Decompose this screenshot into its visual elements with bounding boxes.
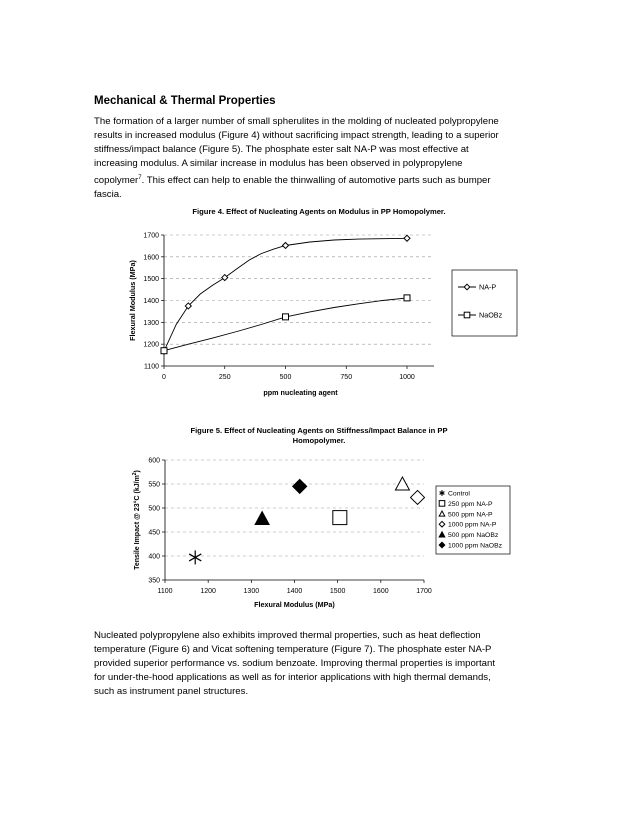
x-tick-label: 1200: [200, 588, 216, 595]
y-tick-label: 600: [148, 457, 160, 465]
data-point-250-ppm-na-p: [333, 511, 347, 525]
y-axis-label: [132, 470, 141, 570]
y-tick-label: 400: [148, 553, 160, 561]
paragraph-line: for under-the-hood applications as well as for interior applications with high thermal demands,: [94, 672, 491, 683]
data-point-control: [189, 550, 201, 564]
paragraph-line: The formation of a larger number of small spherulites in the molding of nucleated polypropylene: [94, 116, 499, 127]
x-tick-label: 500: [279, 374, 292, 381]
y-tick-label: 350: [148, 577, 160, 585]
x-tick-label: 1400: [286, 588, 303, 595]
figure5-title-line: Figure 5. Effect of Nucleating Agents on Stiffness/Impact Balance in PP: [190, 426, 448, 435]
y-tick-label: 1200: [143, 341, 159, 349]
x-tick-label: 1600: [373, 588, 389, 595]
legend-label: 1000 ppm NA-P: [448, 521, 497, 529]
x-axis-label: Flexural Modulus (MPa): [254, 600, 335, 609]
data-point-500-ppm-naobz: [255, 512, 269, 525]
paragraph-line: Nucleated polypropylene also exhibits improved thermal properties, such as heat deflection: [94, 630, 481, 641]
x-tick-label: 1100: [157, 588, 173, 595]
x-tick-label: 1500: [329, 588, 346, 595]
data-point-500-ppm-na-p: [395, 477, 409, 490]
legend-label: 500 ppm NA-P: [448, 511, 493, 519]
paragraph-text: . This effect can help to enable the thinwalling of automotive parts such as bumper: [141, 175, 491, 187]
paragraph-text: copolymer: [94, 175, 139, 187]
paragraph-line: provided superior performance vs. sodium benzoate. Improving thermal properties is important: [94, 658, 495, 669]
x-axis-label: ppm nucleating agent: [263, 388, 338, 397]
paragraph-line: fascia.: [94, 189, 122, 201]
y-axis-label: Flexural Modulus (MPa): [128, 260, 137, 341]
x-tick-label: 1700: [416, 588, 432, 595]
paragraph-line: increasing modulus. A similar increase in modulus has been observed in polypropylene: [94, 158, 463, 169]
section-heading: Mechanical & Thermal Properties: [94, 95, 276, 107]
y-tick-label: 1600: [143, 254, 159, 262]
data-point-1000-ppm-na-p: [411, 490, 425, 504]
legend-marker: [439, 501, 445, 507]
y-axis-label-superscript: 2: [132, 472, 138, 476]
x-tick-label: 1300: [243, 588, 260, 595]
figure4-title: Figure 4. Effect of Nucleating Agents on Modulus in PP Homopolymer.: [192, 207, 446, 216]
paragraph-line: results in increased modulus (Figure 4) without sacrificing impact strength, leading to a superior: [94, 130, 499, 141]
legend-label: 250 ppm NA-P: [448, 500, 493, 508]
paragraph-line: such as instrument panel structures.: [94, 686, 249, 697]
y-tick-label: 450: [148, 529, 160, 537]
y-tick-label: 1100: [143, 363, 159, 371]
x-tick-label: 1000: [399, 374, 415, 381]
data-point-1000-ppm-naobz: [293, 479, 307, 493]
paragraph-thermal: [94, 629, 544, 699]
legend-label: NA-P: [479, 282, 497, 292]
y-tick-label: 1500: [143, 276, 159, 284]
citation-superscript: 7: [138, 175, 142, 181]
y-axis-label-text: ): [134, 470, 141, 473]
paragraph-line: temperature (Figure 6) and Vicat softening temperature (Figure 7). The phosphate ester NA-P: [94, 644, 492, 655]
y-tick-label: 550: [148, 481, 160, 489]
y-tick-label: 500: [148, 505, 160, 513]
legend-label: 1000 ppm NaOBz: [448, 542, 503, 550]
legend-label: Control: [448, 490, 470, 498]
x-tick-label: 0: [162, 374, 166, 381]
y-tick-label: 1300: [143, 319, 159, 327]
legend-label: NaOBz: [479, 310, 503, 320]
legend-label: 500 ppm NaOBz: [448, 532, 499, 540]
y-tick-label: 1400: [143, 298, 159, 305]
paragraph-line: stiffness/impact balance (Figure 5). The phosphate ester salt NA-P was most effective at: [94, 144, 469, 155]
y-tick-label: 1700: [143, 232, 159, 240]
x-tick-label: 750: [340, 374, 353, 381]
x-tick-label: 250: [218, 374, 231, 381]
y-axis-label-text: Tensile Impact @ 23°C (kJ/m: [134, 475, 141, 570]
figure5-title-line: Homopolymer.: [292, 436, 346, 445]
